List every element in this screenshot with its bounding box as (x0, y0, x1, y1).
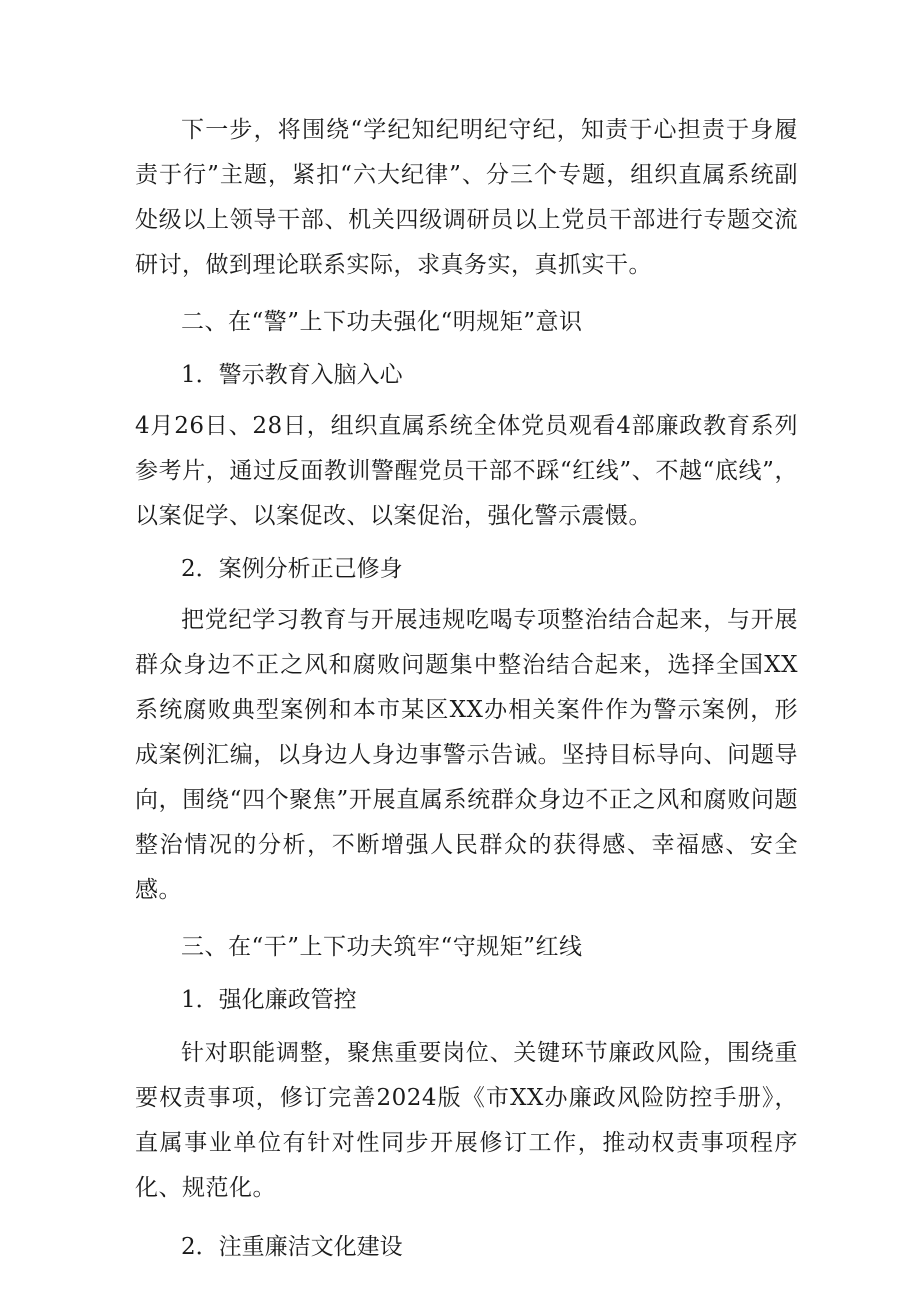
subsection-heading: 2．注重廉洁文化建设 (181, 1234, 403, 1260)
body-paragraph: 针对职能调整，聚焦重要岗位、关键环节廉政风险，围绕重要权责事项，修订完善2024版《市XX办廉政风险防控手册》，直属事业单位有针对性同步开展修订工作，推动权责事项程序化、规范化。 (135, 1040, 798, 1201)
body-paragraph: 下一步，将围绕“学纪知纪明纪守纪，知责于心担责于身履责于行”主题，紧扣“六大纪律”、分三个专题，组织直属系统副处级以上领导干部、机关四级调研员以上党员干部进行专题交流研讨，做到理论联系实际，求真务实，真抓实干。 (135, 117, 798, 278)
section-heading: 二、在“警”上下功夫强化“明规矩”意识 (181, 309, 583, 335)
section-heading: 三、在“干”上下功夫筑牢“守规矩”红线 (181, 934, 583, 960)
subsection-heading: 1．警示教育入脑入心 (181, 362, 403, 388)
body-paragraph: 4月26日、28日，组织直属系统全体党员观看4部廉政教育系列参考片，通过反面教训警醒党员干部不踩“红线”、不越“底线”，以案促学、以案促改、以案促治，强化警示震慑。 (135, 413, 798, 529)
subsection-heading: 1．强化廉政管控 (181, 987, 357, 1013)
body-paragraph: 把党纪学习教育与开展违规吃喝专项整治结合起来，与开展群众身边不正之风和腐败问题集中整治结合起来，选择全国XX系统腐败典型案例和本市某区XX办相关案件作为警示案例，形成案例汇编，以身边人身边事警示告诫。坚持目标导向、问题导向，围绕“四个聚焦”开展直属系统群众身边不正之风和腐败问题整治情况的分析，不断增强人民群众的获得感、幸福感、安全感。 (135, 607, 798, 903)
subsection-heading: 2．案例分析正己修身 (181, 556, 403, 582)
